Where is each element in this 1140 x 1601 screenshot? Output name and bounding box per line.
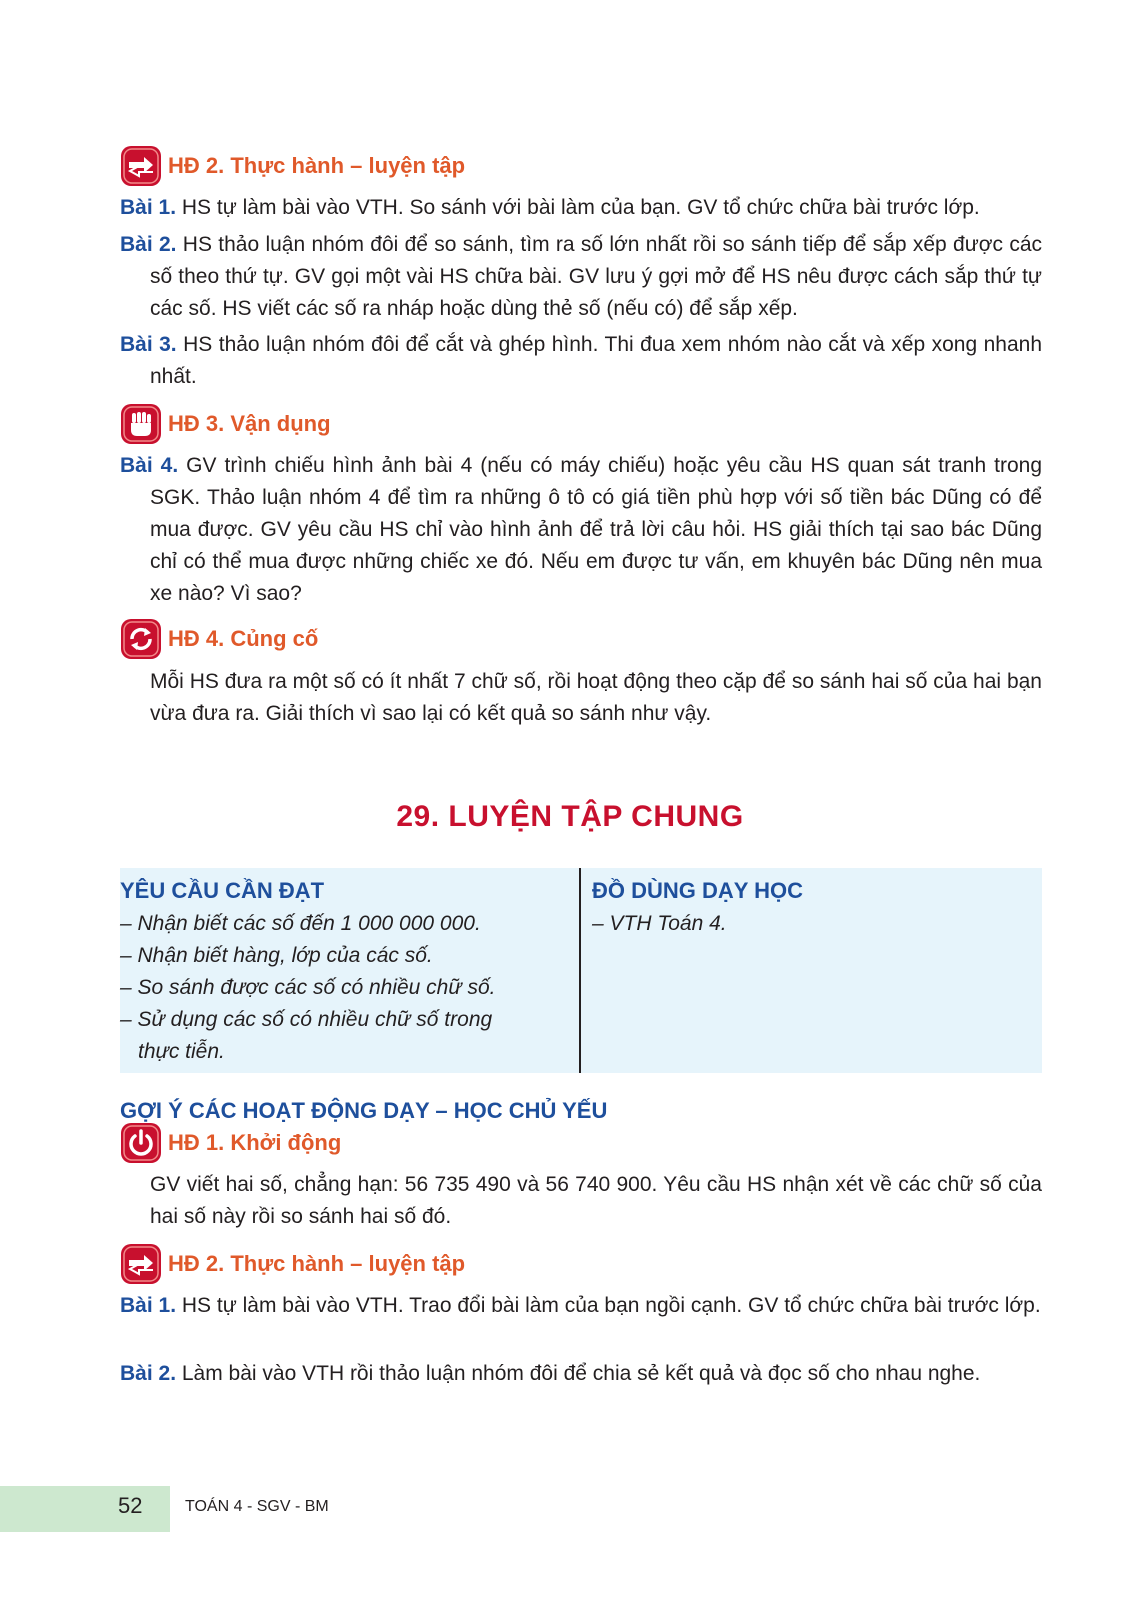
hd2-title: HĐ 2. Thực hành – luyện tập (168, 153, 466, 178)
page-number: 52 (118, 1493, 143, 1518)
hd2-bai2 (120, 229, 1042, 325)
footer-band (0, 1486, 170, 1532)
hd2-bottom-bai1 (120, 1290, 1042, 1322)
hd2-bottom-bai2 (120, 1358, 1042, 1390)
activities-heading: GỢI Ý CÁC HOẠT ĐỘNG DẠY – HỌC CHỦ YẾU (120, 1098, 608, 1123)
requirement-item: – Nhận biết hàng, lớp của các số. (120, 944, 433, 967)
bai4-text: GV trình chiếu hình ảnh bài 4 (nếu có máy chiếu) hoặc yêu cầu HS quan sát tranh trong SGK. Thảo luận nhóm 4 để tìm ra những ô tô có giá tiền phù hợp với số tiền bác Dũng có để mua được. GV yêu cầu HS chỉ vào hình ảnh để trả lời câu hỏi. HS giải thích tại sao bác Dũng chỉ có thể mua được những chiếc xe đó. Nếu em được tư vấn, em khuyên bác Dũng nên mua xe nào? Vì sao? (150, 454, 1043, 605)
hd1-heading (120, 1120, 341, 1166)
requirement-item: – Nhận biết các số đến 1 000 000 000. (120, 912, 481, 935)
refresh-icon (120, 618, 162, 660)
hd2-bai1 (120, 192, 1042, 224)
fist-icon (120, 403, 162, 445)
hd2-bottom-title: HĐ 2. Thực hành – luyện tập (168, 1251, 466, 1276)
materials-column (592, 874, 1032, 940)
bai4-label: Bài 4. (120, 454, 179, 477)
materials-heading: ĐỒ DÙNG DẠY HỌC (592, 878, 804, 903)
footer-book-title: TOÁN 4 - SGV - BM (185, 1498, 329, 1515)
requirements-column (120, 874, 575, 1068)
bai1-text: HS tự làm bài vào VTH. Trao đổi bài làm của bạn ngồi cạnh. GV tổ chức chữa bài trước lớp. (176, 1294, 1041, 1317)
hd2-bai3 (120, 329, 1042, 393)
requirement-item: – Sử dụng các số có nhiều chữ số trong thực tiễn. (120, 1008, 493, 1063)
bai1-text: HS tự làm bài vào VTH. So sánh với bài làm của bạn. GV tổ chức chữa bài trước lớp. (176, 196, 980, 219)
bai1-label: Bài 1. (120, 196, 177, 219)
hd3-title: HĐ 3. Vận dụng (168, 411, 331, 436)
hd1-title: HĐ 1. Khởi động (168, 1130, 342, 1155)
bai2-label: Bài 2. (120, 1362, 177, 1385)
bai3-text: HS thảo luận nhóm đôi để cắt và ghép hình. Thi đua xem nhóm nào cắt và xếp xong nhanh nhất. (150, 333, 1043, 388)
hd1-text: GV viết hai số, chẳng hạn: 56 735 490 và 56 740 900. Yêu cầu HS nhận xét về các chữ số của hai số này rồi so sánh hai số đó. (150, 1173, 1042, 1228)
hd4-heading (120, 616, 318, 662)
hd2-heading (120, 143, 465, 189)
hd4-title: HĐ 4. Củng cố (168, 626, 319, 651)
bai2-text: HS thảo luận nhóm đôi để so sánh, tìm ra số lớn nhất rồi so sánh tiếp để sắp xếp được các số theo thứ tự. GV gọi một vài HS chữa bài. GV lưu ý gợi mở để HS nêu được cách sắp thứ tự các số. HS viết các số ra nháp hoặc dùng thẻ số (nếu có) để sắp xếp. (150, 233, 1043, 320)
bai1-label: Bài 1. (120, 1294, 177, 1317)
hands-exchange-icon (120, 1243, 162, 1285)
column-divider (579, 868, 581, 1073)
hd3-heading (120, 401, 331, 447)
material-item: – VTH Toán 4. (592, 912, 727, 935)
requirements-box (120, 868, 1042, 1073)
hd4-text: Mỗi HS đưa ra một số có ít nhất 7 chữ số, rồi hoạt động theo cặp để so sánh hai số của hai bạn vừa đưa ra. Giải thích vì sao lại có kết quả so sánh như vậy. (150, 670, 1042, 725)
requirement-item: – So sánh được các số có nhiều chữ số. (120, 976, 496, 999)
section-title: 29. LUYỆN TẬP CHUNG (396, 800, 744, 833)
requirements-heading: YÊU CẦU CẦN ĐẠT (120, 878, 325, 903)
power-icon (120, 1122, 162, 1164)
hands-exchange-icon (120, 145, 162, 187)
hd2-bottom-heading (120, 1241, 465, 1287)
bai3-label: Bài 3. (120, 333, 177, 356)
bai2-label: Bài 2. (120, 233, 177, 256)
bai2-text: Làm bài vào VTH rồi thảo luận nhóm đôi để chia sẻ kết quả và đọc số cho nhau nghe. (176, 1362, 981, 1385)
hd3-bai4 (120, 450, 1042, 610)
